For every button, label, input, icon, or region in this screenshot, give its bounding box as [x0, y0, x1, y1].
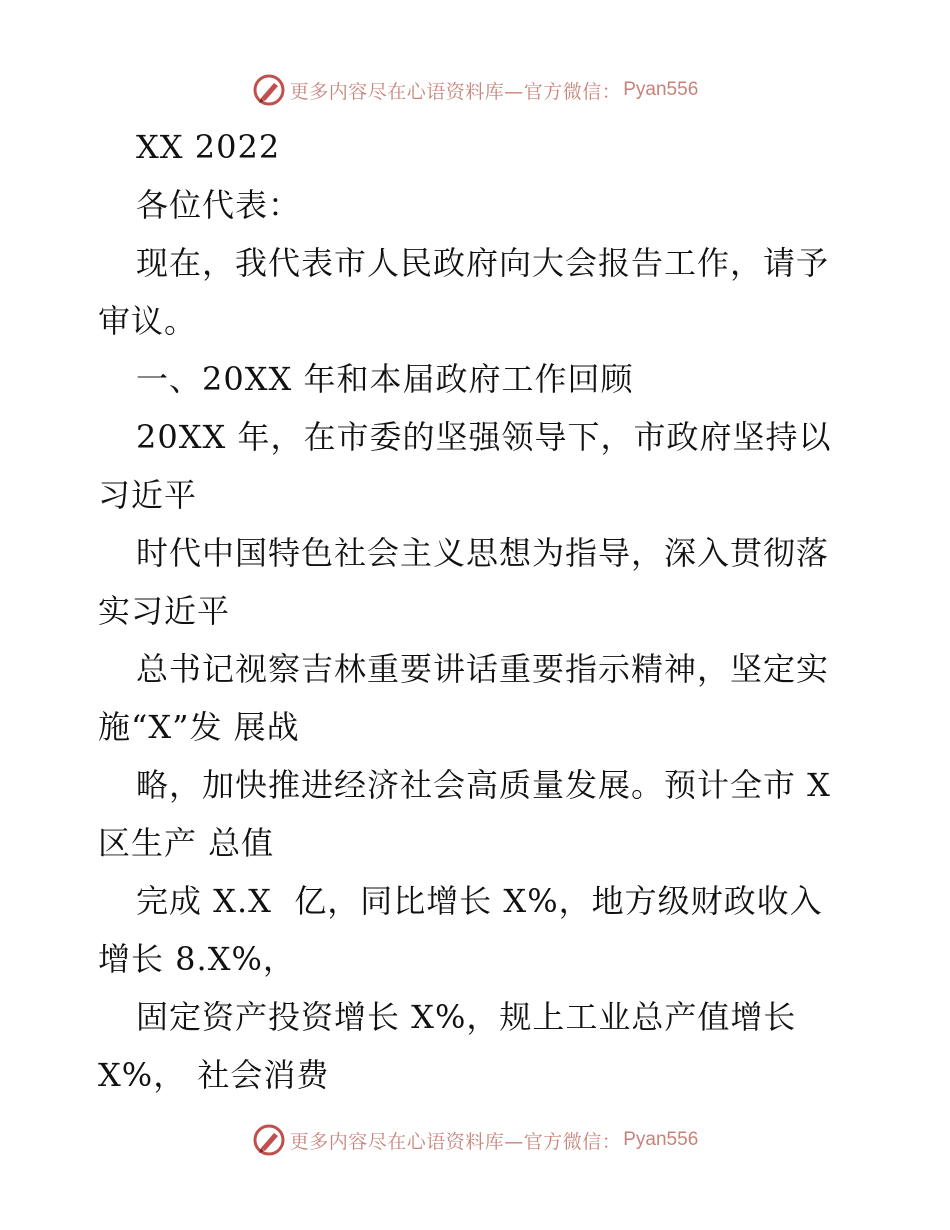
- paragraph-line: 施“X”发 展战: [98, 708, 300, 746]
- paragraph-line: 习近平: [98, 476, 198, 514]
- document-body: [98, 118, 858, 1104]
- pen-logo-icon: [252, 73, 286, 107]
- paragraph-line: 固定资产投资增长 X%，规上工业总产值增长: [136, 998, 797, 1036]
- paragraph-line: 增长 8.X%，: [98, 940, 296, 978]
- pen-logo-icon: [252, 1123, 286, 1157]
- paragraph-line: 区生产 总值: [98, 824, 275, 862]
- watermark-text: 更多内容尽在心语资料库—官方微信：: [289, 80, 622, 103]
- salutation: 各位代表：: [136, 186, 302, 224]
- section-heading: 一、20XX 年和本届政府工作回顾: [136, 360, 634, 398]
- paragraph-line: X%， 社会消费: [98, 1056, 330, 1094]
- doc-title: XX 2022: [136, 128, 281, 166]
- watermark-wechat-id: Pyan556: [623, 1129, 699, 1150]
- paragraph-line: 审议。: [98, 302, 198, 340]
- paragraph-line: 略，加快推进经济社会高质量发展。预计全市 X: [136, 766, 831, 804]
- watermark-wechat-id: Pyan556: [623, 79, 699, 100]
- paragraph-line: 总书记视察吉林重要讲话重要指示精神，坚定实: [136, 650, 830, 688]
- watermark-footer: [0, 1120, 950, 1160]
- paragraph-line: 现在，我代表市人民政府向大会报告工作，请予: [136, 244, 830, 282]
- paragraph-line: 实习近平: [98, 592, 231, 630]
- watermark-header: [0, 70, 950, 110]
- paragraph-line: 时代中国特色社会主义思想为指导，深入贯彻落: [136, 534, 830, 572]
- watermark-text: 更多内容尽在心语资料库—官方微信：: [289, 1130, 622, 1153]
- paragraph-line: 完成 X.X 亿，同比增长 X%，地方级财政收入: [136, 882, 823, 920]
- paragraph-line: 20XX 年，在市委的坚强领导下，市政府坚持以: [136, 418, 832, 456]
